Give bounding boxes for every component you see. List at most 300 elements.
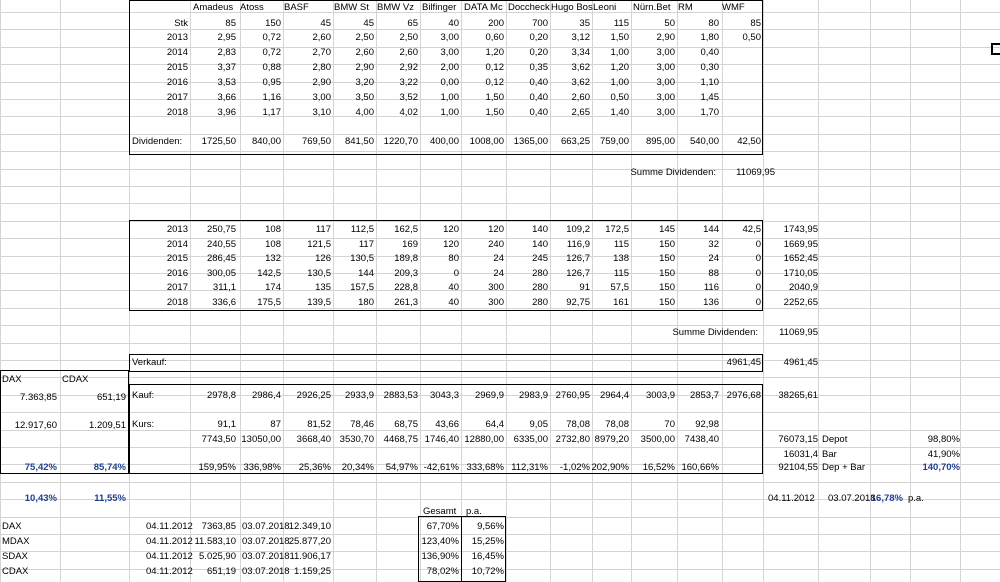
total-pct[interactable]: 123,40% [421, 536, 459, 547]
dividend-per-share[interactable]: 0,35 [529, 62, 548, 73]
year-total[interactable]: 2040,9 [788, 282, 818, 294]
kurs-value[interactable]: 91,1 [217, 419, 236, 430]
dividend-total[interactable]: 400,00 [429, 136, 459, 147]
year-label[interactable]: 2013 [166, 32, 188, 43]
dividend-per-share[interactable]: 1,00 [440, 107, 459, 118]
gain-pct[interactable]: 160,66% [681, 462, 719, 473]
pa-pct[interactable]: 9,56% [477, 521, 504, 532]
dividend-total[interactable]: 840,00 [251, 136, 281, 147]
dividend-per-share[interactable]: 3,37 [217, 62, 236, 73]
summe-dividenden-value[interactable]: 11069,95 [779, 327, 818, 338]
dividend-total[interactable]: 759,00 [599, 136, 629, 147]
dividend-amount[interactable]: 336,6 [212, 297, 236, 308]
end-value[interactable]: 12.349,10 [288, 521, 331, 532]
kurs-value[interactable]: 78,46 [350, 419, 374, 430]
dividend-amount[interactable]: 120 [443, 238, 459, 250]
dividend-per-share[interactable]: 0,50 [742, 32, 761, 43]
dividend-per-share[interactable]: 3,00 [656, 47, 675, 58]
dividend-amount[interactable]: 161 [613, 297, 629, 308]
summe-dividenden-label[interactable]: Summe Dividenden: [672, 327, 758, 338]
dividend-per-share[interactable]: 3,00 [656, 107, 675, 118]
dividend-amount[interactable]: 0 [755, 297, 761, 308]
dividend-amount[interactable]: 162,5 [394, 224, 418, 235]
dividend-amount[interactable]: 157,5 [350, 282, 374, 294]
gain-pct[interactable]: 16,52% [642, 462, 675, 473]
dividend-amount[interactable]: 240 [488, 238, 504, 250]
pa-pct[interactable]: 16,78% [870, 493, 903, 504]
dividend-amount[interactable]: 145 [659, 224, 675, 235]
stk-value[interactable]: 85 [750, 18, 761, 29]
dividend-per-share[interactable]: 0,50 [610, 92, 629, 103]
dividend-amount[interactable]: 150 [659, 282, 675, 294]
dividend-per-share[interactable]: 1,50 [610, 32, 629, 43]
year-total[interactable]: 1669,95 [783, 238, 818, 250]
dividend-per-share[interactable]: 3,12 [571, 32, 590, 43]
pa-pct[interactable]: 16,45% [471, 551, 504, 562]
kauf-value[interactable]: 2933,9 [344, 390, 374, 401]
dividend-per-share[interactable]: 3,53 [217, 77, 236, 88]
stk-value[interactable]: 700 [532, 18, 548, 29]
depot-value[interactable]: 13050,00 [241, 434, 281, 445]
year-label[interactable]: 2018 [166, 297, 188, 308]
dividend-amount[interactable]: 138 [613, 253, 629, 265]
dividend-amount[interactable]: 126,7 [566, 267, 590, 279]
dividend-per-share[interactable]: 2,90 [656, 32, 675, 43]
dividend-amount[interactable]: 117 [358, 238, 374, 250]
dividend-amount[interactable]: 80 [448, 253, 459, 265]
dividend-amount[interactable]: 126 [315, 253, 331, 265]
end-date[interactable]: 03.07.2018 [242, 521, 290, 532]
dividend-amount[interactable]: 116 [703, 282, 719, 294]
dividend-amount[interactable]: 228,8 [394, 282, 418, 294]
dividend-per-share[interactable]: 2,90 [355, 62, 374, 73]
kauf-value[interactable]: 2986,4 [251, 390, 281, 401]
dividend-per-share[interactable]: 3,34 [571, 47, 590, 58]
kauf-value[interactable]: 2853,7 [689, 390, 719, 401]
dividend-amount[interactable]: 209,3 [394, 267, 418, 279]
kurs-value[interactable]: 70 [664, 419, 675, 430]
dividend-amount[interactable]: 121,5 [307, 238, 331, 250]
dividend-total[interactable]: 540,00 [689, 136, 719, 147]
pa-header[interactable]: p.a. [466, 506, 482, 517]
pa-pct[interactable]: 15,25% [471, 536, 504, 547]
dividend-amount[interactable]: 88 [708, 267, 719, 279]
dividend-per-share[interactable]: 3,96 [217, 107, 236, 118]
gain-pct[interactable]: 202,90% [591, 462, 629, 473]
total-pct[interactable]: 78,02% [426, 566, 459, 577]
stock-header[interactable]: DATA Mc [464, 2, 503, 13]
year-label[interactable]: 2018 [166, 107, 188, 118]
dividend-amount[interactable]: 40 [448, 282, 459, 294]
gain-pct[interactable]: 333,68% [466, 462, 504, 473]
pa-pct[interactable]: 10,72% [471, 566, 504, 577]
dividend-amount[interactable]: 130,5 [307, 267, 331, 279]
dividend-amount[interactable]: 136 [703, 297, 719, 308]
dividend-per-share[interactable]: 2,50 [355, 32, 374, 43]
stk-value[interactable]: 45 [320, 18, 331, 29]
dividend-per-share[interactable]: 3,00 [656, 77, 675, 88]
dividend-per-share[interactable]: 1,80 [700, 32, 719, 43]
verkauf-wmf[interactable]: 4961,45 [726, 357, 761, 368]
dividend-amount[interactable]: 130,5 [350, 253, 374, 265]
dividend-per-share[interactable]: 1,20 [485, 47, 504, 58]
dividend-amount[interactable]: 115 [613, 267, 629, 279]
dividend-per-share[interactable]: 1,17 [262, 107, 281, 118]
dividend-per-share[interactable]: 0,95 [262, 77, 281, 88]
kurs-label[interactable]: Kurs: [132, 419, 155, 430]
dividend-amount[interactable]: 300 [488, 282, 504, 294]
index-name[interactable]: SDAX [2, 551, 28, 562]
depot-value[interactable]: 3668,40 [296, 434, 331, 445]
dividend-per-share[interactable]: 2,92 [399, 62, 418, 73]
date-to[interactable]: 03.07.2018 [828, 493, 876, 504]
stock-header[interactable]: BMW St [334, 2, 369, 13]
kurs-value[interactable]: 9,05 [529, 419, 548, 430]
kauf-value[interactable]: 2883,53 [383, 390, 418, 401]
end-date[interactable]: 03.07.2018 [242, 566, 290, 577]
dividend-amount[interactable]: 144 [358, 267, 374, 279]
depot-value[interactable]: 12880,00 [464, 434, 504, 445]
dividend-per-share[interactable]: 4,02 [399, 107, 418, 118]
stk-value[interactable]: 200 [488, 18, 504, 29]
dividend-amount[interactable]: 280 [532, 267, 548, 279]
dividend-per-share[interactable]: 0,88 [262, 62, 281, 73]
dividend-amount[interactable]: 280 [532, 282, 548, 294]
start-value[interactable]: 651,19 [206, 566, 236, 577]
dax-pct[interactable]: 75,42% [24, 462, 57, 473]
gain-pct[interactable]: 20,34% [341, 462, 374, 473]
dividend-per-share[interactable]: 0,40 [529, 77, 548, 88]
dep-bar-total[interactable]: 92104,55 [778, 462, 818, 473]
dividend-amount[interactable]: 150 [659, 253, 675, 265]
depot-value[interactable]: 3500,00 [640, 434, 675, 445]
dividend-per-share[interactable]: 2,90 [312, 77, 331, 88]
dividend-per-share[interactable]: 0,20 [529, 32, 548, 43]
dep-bar-pct[interactable]: 140,70% [922, 462, 960, 473]
dividend-total[interactable]: 1220,70 [383, 136, 418, 147]
depot-value[interactable]: 1746,40 [424, 434, 459, 445]
verkauf-label[interactable]: Verkauf: [132, 357, 167, 368]
dividend-per-share[interactable]: 3,66 [217, 92, 236, 103]
dividend-amount[interactable]: 0 [755, 267, 761, 279]
kauf-value[interactable]: 3043,3 [429, 390, 459, 401]
dividend-amount[interactable]: 189,8 [394, 253, 418, 265]
kauf-total[interactable]: 38265,61 [778, 390, 818, 401]
kurs-value[interactable]: 78,08 [605, 419, 629, 430]
stk-value[interactable]: 150 [265, 18, 281, 29]
year-total[interactable]: 1710,05 [783, 267, 818, 279]
dividend-per-share[interactable]: 1,16 [262, 92, 281, 103]
gain-pct[interactable]: -42,61% [423, 462, 459, 473]
dividend-amount[interactable]: 108 [265, 238, 281, 250]
stock-header[interactable]: Atoss [240, 2, 264, 13]
dividend-amount[interactable]: 286,45 [206, 253, 236, 265]
stock-header[interactable]: BMW Vz [377, 2, 414, 13]
dax-end[interactable]: 12.917,60 [14, 420, 57, 431]
dividend-per-share[interactable]: 1,50 [485, 92, 504, 103]
dividend-total[interactable]: 1365,00 [513, 136, 548, 147]
dividend-amount[interactable]: 142,5 [257, 267, 281, 279]
dividend-per-share[interactable]: 3,62 [571, 62, 590, 73]
dividend-per-share[interactable]: 2,95 [217, 32, 236, 43]
dividend-amount[interactable]: 172,5 [605, 224, 629, 235]
dividend-per-share[interactable]: 3,00 [312, 92, 331, 103]
dividend-per-share[interactable]: 0,72 [262, 32, 281, 43]
kauf-value[interactable]: 2969,9 [474, 390, 504, 401]
dividend-per-share[interactable]: 2,60 [571, 92, 590, 103]
kauf-value[interactable]: 2983,9 [518, 390, 548, 401]
dividend-per-share[interactable]: 1,50 [485, 107, 504, 118]
bar-label[interactable]: Bar [822, 449, 837, 460]
kurs-value[interactable]: 43,66 [435, 419, 459, 430]
dividend-amount[interactable]: 24 [493, 253, 504, 265]
end-date[interactable]: 03.07.2018 [242, 551, 290, 562]
total-pct[interactable]: 67,70% [426, 521, 459, 532]
cdax-pa[interactable]: 11,55% [94, 493, 126, 504]
dividend-amount[interactable]: 300,05 [206, 267, 236, 279]
dividend-amount[interactable]: 240,55 [206, 238, 236, 250]
dividend-per-share[interactable]: 0,40 [529, 92, 548, 103]
start-value[interactable]: 7363,85 [201, 521, 236, 532]
dividend-per-share[interactable]: 2,70 [312, 47, 331, 58]
stock-header[interactable]: Doccheck [508, 2, 550, 13]
kurs-value[interactable]: 92,98 [695, 419, 719, 430]
dividend-amount[interactable]: 40 [448, 297, 459, 308]
start-value[interactable]: 11.583,10 [194, 536, 236, 547]
stock-header[interactable]: RM [678, 2, 693, 13]
dividend-amount[interactable]: 245 [532, 253, 548, 265]
dividend-per-share[interactable]: 3,00 [656, 62, 675, 73]
year-total[interactable]: 2252,65 [783, 297, 818, 308]
year-label[interactable]: 2017 [166, 92, 188, 103]
gain-pct[interactable]: -1,02% [559, 462, 590, 473]
dividend-per-share[interactable]: 2,00 [440, 62, 459, 73]
dividend-per-share[interactable]: 1,00 [440, 92, 459, 103]
dividend-total[interactable]: 42,50 [737, 136, 761, 147]
dividend-amount[interactable]: 115 [613, 238, 629, 250]
dividend-per-share[interactable]: 4,00 [355, 107, 374, 118]
dax-start[interactable]: 7.363,85 [20, 392, 57, 403]
dividend-amount[interactable]: 117 [315, 224, 331, 235]
dividend-amount[interactable]: 92,75 [566, 297, 590, 308]
stock-header[interactable]: BASF [284, 2, 309, 13]
index-name[interactable]: CDAX [2, 566, 29, 577]
dividend-amount[interactable]: 280 [532, 297, 548, 308]
dividend-per-share[interactable]: 2,60 [399, 47, 418, 58]
end-value[interactable]: 25.877,20 [288, 536, 331, 547]
dax-label[interactable]: DAX [2, 374, 22, 385]
kurs-value[interactable]: 68,75 [394, 419, 418, 430]
year-label[interactable]: 2014 [166, 47, 188, 58]
dividend-amount[interactable]: 139,5 [307, 297, 331, 308]
dividend-per-share[interactable]: 3,00 [656, 92, 675, 103]
depot-value[interactable]: 6335,00 [513, 434, 548, 445]
bar-total[interactable]: 16031,4 [783, 449, 818, 460]
depot-total[interactable]: 76073,15 [778, 434, 818, 445]
dividend-amount[interactable]: 57,5 [610, 282, 629, 294]
gain-pct[interactable]: 25,36% [298, 462, 331, 473]
start-date[interactable]: 04.11.2012 [146, 536, 193, 547]
end-value[interactable]: 1.159,25 [294, 566, 331, 577]
dividend-per-share[interactable]: 0,40 [700, 47, 719, 58]
dividend-total[interactable]: 1008,00 [469, 136, 504, 147]
kurs-value[interactable]: 81,52 [307, 419, 331, 430]
stock-header[interactable]: Hugo Bos [551, 2, 593, 13]
kauf-value[interactable]: 2976,68 [726, 390, 761, 401]
dividend-amount[interactable]: 32 [708, 238, 719, 250]
dividend-per-share[interactable]: 1,10 [700, 77, 719, 88]
dividend-amount[interactable]: 150 [659, 238, 675, 250]
depot-value[interactable]: 7743,50 [201, 434, 236, 445]
year-label[interactable]: 2016 [166, 267, 188, 279]
dividend-total[interactable]: 663,25 [560, 136, 590, 147]
gain-pct[interactable]: 159,95% [198, 462, 236, 473]
dividend-per-share[interactable]: 1,00 [610, 47, 629, 58]
cdax-pct[interactable]: 85,74% [93, 462, 126, 473]
dax-pa[interactable]: 10,43% [24, 493, 57, 504]
dividend-per-share[interactable]: 2,83 [217, 47, 236, 58]
summe-dividenden-value[interactable]: 11069,95 [736, 167, 775, 178]
stock-header[interactable]: Leoni [593, 2, 617, 13]
dividend-per-share[interactable]: 3,00 [440, 47, 459, 58]
dividend-total[interactable]: 841,50 [344, 136, 374, 147]
dividend-per-share[interactable]: 0,60 [485, 32, 504, 43]
year-label[interactable]: 2017 [166, 282, 188, 294]
stock-header[interactable]: WMF [722, 2, 745, 13]
depot-value[interactable]: 3530,70 [339, 434, 374, 445]
dividend-per-share[interactable]: 3,00 [440, 32, 459, 43]
total-pct[interactable]: 136,90% [421, 551, 459, 562]
kauf-value[interactable]: 2926,25 [296, 390, 331, 401]
dividend-per-share[interactable]: 0,12 [485, 77, 504, 88]
dividend-amount[interactable]: 261,3 [394, 297, 418, 308]
year-label[interactable]: 2015 [166, 62, 188, 73]
depot-value[interactable]: 7438,40 [684, 434, 719, 445]
dividend-per-share[interactable]: 0,20 [529, 47, 548, 58]
bar-pct[interactable]: 41,90% [927, 449, 960, 460]
dividend-amount[interactable]: 24 [493, 267, 504, 279]
kauf-value[interactable]: 3003,9 [645, 390, 675, 401]
stock-header[interactable]: Amadeus [193, 2, 234, 13]
dividend-per-share[interactable]: 0,72 [262, 47, 281, 58]
dividend-per-share[interactable]: 2,60 [355, 47, 374, 58]
year-label[interactable]: 2014 [166, 238, 188, 250]
stk-value[interactable]: 65 [407, 18, 418, 29]
dividend-per-share[interactable]: 2,65 [571, 107, 590, 118]
dividend-per-share[interactable]: 0,12 [485, 62, 504, 73]
dividend-per-share[interactable]: 3,62 [571, 77, 590, 88]
dividend-amount[interactable]: 116,9 [566, 238, 590, 250]
dividend-per-share[interactable]: 3,50 [355, 92, 374, 103]
dividend-amount[interactable]: 169 [402, 238, 418, 250]
gain-pct[interactable]: 336,98% [243, 462, 281, 473]
date-from[interactable]: 04.11.2012 [768, 493, 815, 504]
dividend-total[interactable]: 895,00 [645, 136, 675, 147]
dividend-amount[interactable]: 42,5 [742, 224, 761, 235]
summe-dividenden-label[interactable]: Summe Dividenden: [630, 167, 716, 178]
dividend-amount[interactable]: 175,5 [257, 297, 281, 308]
depot-pct[interactable]: 98,80% [927, 434, 960, 445]
kauf-value[interactable]: 2978,8 [206, 390, 236, 401]
dividend-amount[interactable]: 135 [315, 282, 331, 294]
stock-header[interactable]: Bilfinger [422, 2, 457, 13]
dividend-amount[interactable]: 0 [755, 238, 761, 250]
dividend-amount[interactable]: 180 [358, 297, 374, 308]
index-name[interactable]: DAX [2, 521, 22, 532]
dividend-amount[interactable]: 174 [265, 282, 281, 294]
dividend-amount[interactable]: 91 [579, 282, 590, 294]
dividend-per-share[interactable]: 1,70 [700, 107, 719, 118]
dividend-amount[interactable]: 109,2 [566, 224, 590, 235]
dividend-total[interactable]: 769,50 [301, 136, 331, 147]
depot-value[interactable]: 8979,20 [594, 434, 629, 445]
end-date[interactable]: 03.07.2018 [242, 536, 290, 547]
stock-header[interactable]: Nürn.Bet [633, 2, 671, 13]
dividend-amount[interactable]: 112,5 [350, 224, 374, 235]
kauf-label[interactable]: Kauf: [132, 390, 155, 401]
cdax-end[interactable]: 1.209,51 [89, 420, 126, 431]
depot-value[interactable]: 2732,80 [555, 434, 590, 445]
dividend-amount[interactable]: 24 [708, 253, 719, 265]
year-total[interactable]: 1652,45 [783, 253, 818, 265]
depot-label[interactable]: Depot [822, 434, 848, 445]
dividend-amount[interactable]: 144 [703, 224, 719, 235]
year-total[interactable]: 1743,95 [783, 224, 818, 235]
gain-pct[interactable]: 112,31% [511, 462, 548, 473]
dividend-amount[interactable]: 300 [488, 297, 504, 308]
dividend-per-share[interactable]: 0,00 [440, 77, 459, 88]
kurs-value[interactable]: 78,08 [566, 419, 590, 430]
year-label[interactable]: 2015 [166, 253, 188, 265]
start-date[interactable]: 04.11.2012 [146, 566, 193, 577]
dividend-per-share[interactable]: 3,20 [355, 77, 374, 88]
stk-value[interactable]: 85 [225, 18, 236, 29]
dividend-amount[interactable]: 126,7 [566, 253, 590, 265]
dividend-amount[interactable]: 250,75 [206, 224, 236, 235]
year-label[interactable]: 2013 [166, 224, 188, 235]
start-value[interactable]: 5.025,90 [199, 551, 236, 562]
dividend-per-share[interactable]: 1,40 [610, 107, 629, 118]
dividend-amount[interactable]: 140 [532, 224, 548, 235]
start-date[interactable]: 04.11.2012 [146, 521, 193, 532]
dividend-per-share[interactable]: 3,10 [312, 107, 331, 118]
dividend-amount[interactable]: 0 [453, 267, 459, 279]
stk-value[interactable]: 45 [363, 18, 374, 29]
year-label[interactable]: 2016 [166, 77, 188, 88]
kurs-value[interactable]: 64,4 [485, 419, 504, 430]
dividend-amount[interactable]: 0 [755, 253, 761, 265]
dividend-amount[interactable]: 150 [659, 267, 675, 279]
dep-bar-label[interactable]: Dep + Bar [822, 462, 866, 473]
stk-value[interactable]: 115 [613, 18, 629, 29]
gesamt-label[interactable]: Gesamt [423, 506, 457, 517]
start-date[interactable]: 04.11.2012 [146, 551, 193, 562]
dividend-per-share[interactable]: 2,60 [312, 32, 331, 43]
dividend-amount[interactable]: 120 [488, 224, 504, 235]
dividenden-label[interactable]: Dividenden: [132, 136, 183, 147]
index-name[interactable]: MDAX [2, 536, 30, 547]
dividend-per-share[interactable]: 1,00 [610, 77, 629, 88]
dividend-amount[interactable]: 0 [755, 282, 761, 294]
dividend-total[interactable]: 1725,50 [201, 136, 236, 147]
verkauf-total[interactable]: 4961,45 [783, 357, 818, 368]
dividend-amount[interactable]: 311,1 [212, 282, 236, 294]
dividend-per-share[interactable]: 1,45 [700, 92, 719, 103]
pa-label[interactable]: p.a. [908, 493, 924, 504]
kurs-value[interactable]: 87 [270, 419, 281, 430]
kauf-value[interactable]: 2760,95 [555, 390, 590, 401]
cdax-start[interactable]: 651,19 [96, 392, 126, 403]
